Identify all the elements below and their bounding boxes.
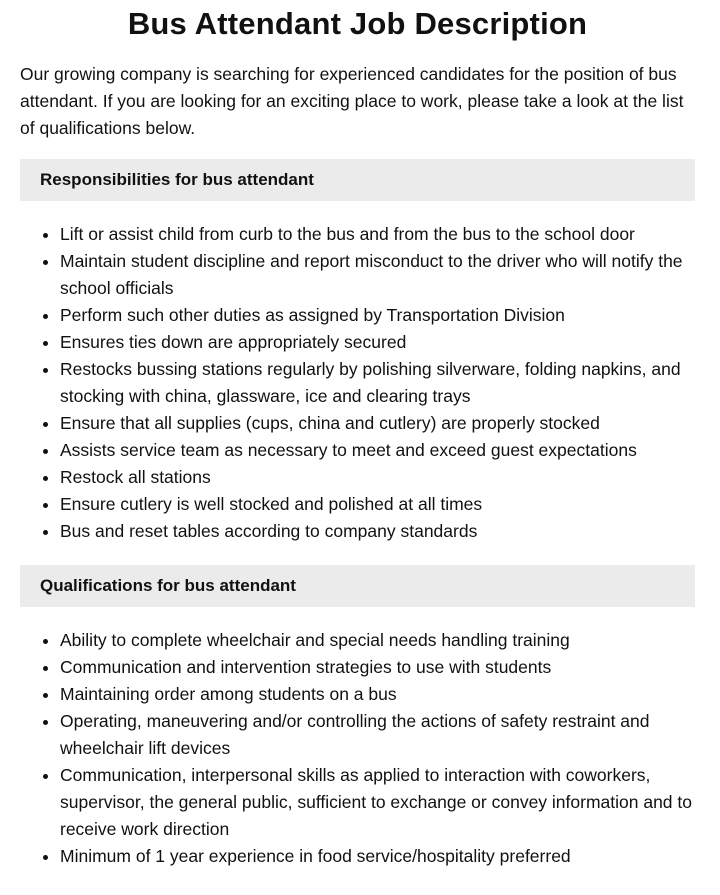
list-item: Communication, interpersonal skills as applied to interaction with coworkers, supervisor, the general public, sufficient to exchange or convey information and to receive work direction	[60, 762, 695, 843]
responsibilities-list	[20, 221, 695, 545]
list-item: Assists service team as necessary to meet and exceed guest expectations	[60, 437, 695, 464]
list-item: Ensure cutlery is well stocked and polished at all times	[60, 491, 695, 518]
responsibilities-header: Responsibilities for bus attendant	[20, 159, 695, 201]
list-item: Operating, maneuvering and/or controlling the actions of safety restraint and wheelchair lift devices	[60, 708, 695, 762]
list-item: Perform such other duties as assigned by Transportation Division	[60, 302, 695, 329]
page-title: Bus Attendant Job Description	[127, 6, 588, 41]
list-item: Ensure that all supplies (cups, china and cutlery) are properly stocked	[60, 410, 695, 437]
list-item: Bus and reset tables according to company standards	[60, 518, 695, 545]
list-item: Restock all stations	[60, 464, 695, 491]
list-item: Communication and intervention strategies to use with students	[60, 654, 695, 681]
list-item: Maintaining order among students on a bus	[60, 681, 695, 708]
list-item: Restocks bussing stations regularly by polishing silverware, folding napkins, and stocking with china, glassware, ice and clearing trays	[60, 356, 695, 410]
list-item: Maintain student discipline and report misconduct to the driver who will notify the school officials	[60, 248, 695, 302]
qualifications-header: Qualifications for bus attendant	[20, 565, 695, 607]
qualifications-list	[20, 627, 695, 870]
list-item: Ability to complete wheelchair and special needs handling training	[60, 627, 695, 654]
list-item: Lift or assist child from curb to the bus and from the bus to the school door	[60, 221, 695, 248]
list-item: Minimum of 1 year experience in food service/hospitality preferred	[60, 843, 695, 870]
intro-paragraph: Our growing company is searching for experienced candidates for the position of bus attendant. If you are looking for an exciting place to work, please take a look at the list of qualifications below.	[20, 64, 684, 138]
list-item: Ensures ties down are appropriately secured	[60, 329, 695, 356]
